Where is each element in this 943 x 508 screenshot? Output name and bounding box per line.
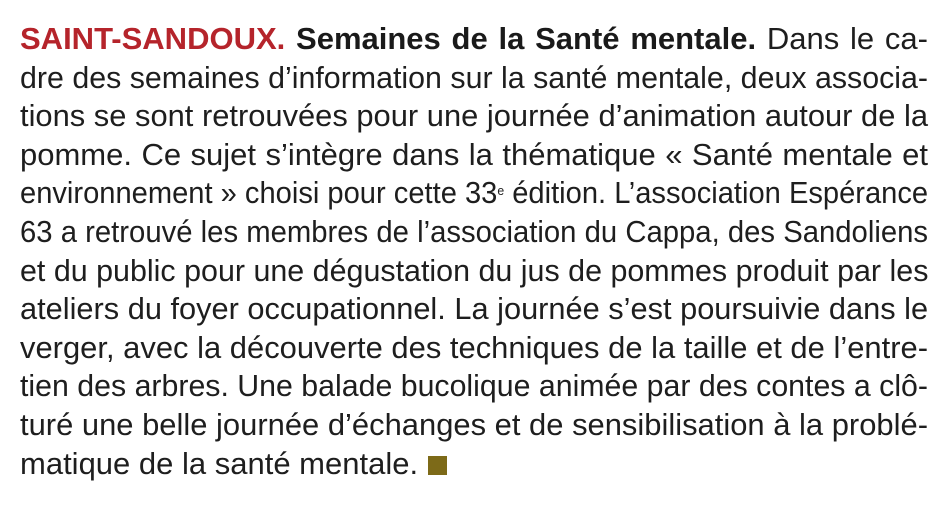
article-line: dre des semaines d’information sur la santé mentale, deux associa- <box>20 59 929 95</box>
article-line: pomme. Ce sujet s’intègre dans la thématique « Santé mentale et <box>20 136 928 172</box>
article-line: ateliers du foyer occupationnel. La journée s’est poursuivie dans le <box>20 291 929 327</box>
article-line: tions se sont retrouvées pour une journée d’animation autour de la <box>20 98 928 134</box>
article-line: verger, avec la découverte des techniques de la taille et de l’entre- <box>20 329 928 365</box>
article-line-last <box>20 445 928 484</box>
article-line: 63 a retrouvé les membres de l’association du Cappa, des Sandoliens <box>20 213 928 249</box>
ordinal-superscript: e <box>497 183 505 199</box>
article-text: Dans le ca- <box>766 21 928 56</box>
article-line-edition <box>20 174 928 213</box>
location-label: SAINT-SANDOUX. <box>20 21 286 56</box>
article-text: matique de la santé mentale. <box>20 445 419 481</box>
article-line: et du public pour une dégustation du jus de pommes produit par les <box>20 252 929 288</box>
article-text: environnement » choisi pour cette 33 <box>20 175 498 211</box>
end-of-article-square-icon <box>428 456 447 475</box>
article-headline: Semaines de la Santé mentale. <box>296 21 757 56</box>
article-text: édition. L’association Espérance <box>504 175 929 211</box>
article-line-1 <box>20 20 928 59</box>
article-line: tien des arbres. Une balade bucolique animée par des contes a clô- <box>20 368 928 404</box>
article-line: turé une belle journée d’échanges et de sensibilisation à la problé- <box>20 406 928 442</box>
article-brief <box>20 20 928 483</box>
